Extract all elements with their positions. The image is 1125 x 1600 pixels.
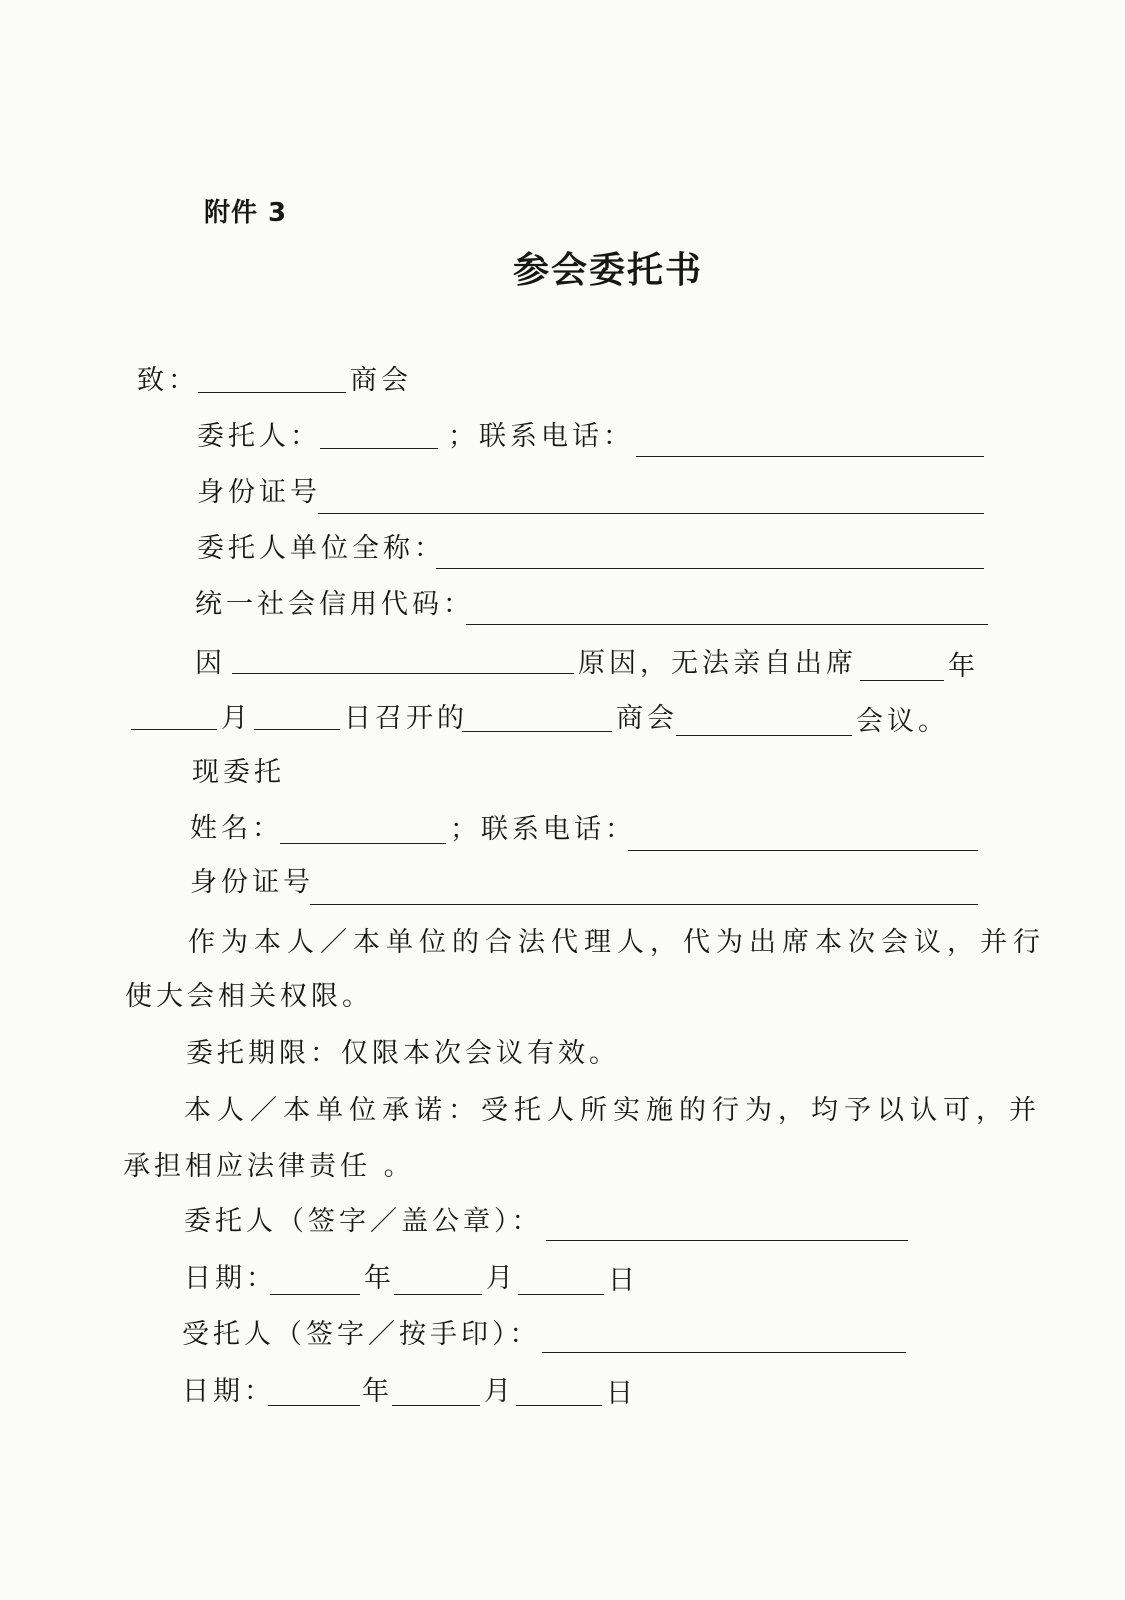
reason-suffix: 原因，无法亲自出席 bbox=[578, 648, 857, 679]
agent-phone-blank[interactable] bbox=[628, 850, 978, 851]
principal-sign-blank[interactable] bbox=[546, 1240, 908, 1241]
attachment-label: 附件 3 bbox=[204, 198, 288, 228]
agent-date-year-blank[interactable] bbox=[268, 1405, 360, 1406]
principal-date-label: 日期： bbox=[184, 1263, 277, 1294]
reason-prefix: 因 bbox=[195, 648, 226, 679]
chamber-name-blank[interactable] bbox=[198, 392, 346, 393]
principal-label: 委托人： bbox=[197, 421, 321, 452]
meeting-chamber-blank[interactable] bbox=[462, 731, 612, 732]
year-char: 年 bbox=[948, 651, 979, 682]
agent-date-label: 日期： bbox=[182, 1376, 275, 1407]
to-prefix: 致： bbox=[137, 365, 199, 396]
principal-date-year-blank[interactable] bbox=[270, 1294, 360, 1295]
agent-phone-label: ；联系电话： bbox=[450, 814, 636, 845]
chamber-label: 商会 bbox=[616, 703, 678, 734]
principal-date-month-char: 月 bbox=[486, 1263, 517, 1294]
principal-org-blank[interactable] bbox=[436, 568, 984, 569]
principal-phone-blank[interactable] bbox=[636, 456, 984, 457]
reason-blank[interactable] bbox=[232, 673, 574, 674]
agent-date-month-char: 月 bbox=[484, 1376, 515, 1407]
principal-date-day-blank[interactable] bbox=[518, 1294, 604, 1295]
agent-sign-label: 受托人（签字／按手印）： bbox=[182, 1319, 541, 1350]
agent-name-label: 姓名： bbox=[190, 813, 283, 844]
day-convened: 日召开的 bbox=[344, 703, 468, 734]
document-title: 参会委托书 bbox=[513, 250, 704, 291]
meeting-name-blank[interactable] bbox=[676, 735, 852, 736]
meeting-day-blank[interactable] bbox=[254, 729, 340, 730]
meeting-year-blank[interactable] bbox=[860, 680, 944, 681]
principal-date-year-char: 年 bbox=[364, 1263, 395, 1294]
principal-id-label: 身份证号 bbox=[197, 477, 321, 508]
agent-date-month-blank[interactable] bbox=[392, 1405, 480, 1406]
principal-sign-label: 委托人（签字／盖公章）： bbox=[184, 1206, 543, 1237]
principal-date-month-blank[interactable] bbox=[394, 1294, 482, 1295]
authority-line-2: 使大会相关权限。 bbox=[125, 981, 373, 1012]
agent-name-blank[interactable] bbox=[280, 843, 446, 844]
credit-code-label: 统一社会信用代码： bbox=[195, 589, 474, 620]
commit-line-1: 本人／本单位承诺：受托人所实施的行为，均予以认可，并 bbox=[184, 1095, 1042, 1126]
principal-name-blank[interactable] bbox=[320, 448, 438, 449]
agent-date-year-char: 年 bbox=[362, 1376, 393, 1407]
agent-date-day-char: 日 bbox=[606, 1378, 637, 1409]
principal-phone-label: ；联系电话： bbox=[448, 421, 634, 452]
authority-line-1: 作为本人／本单位的合法代理人，代为出席本次会议，并行 bbox=[188, 927, 1046, 958]
principal-id-blank[interactable] bbox=[318, 513, 984, 514]
agent-date-day-blank[interactable] bbox=[516, 1405, 602, 1406]
commit-line-2: 承担相应法律责任 。 bbox=[123, 1151, 415, 1182]
month-char: 月 bbox=[221, 703, 252, 734]
principal-org-label: 委托人单位全称： bbox=[197, 533, 445, 564]
meeting-end: 会议。 bbox=[856, 706, 949, 737]
now-entrust: 现委托 bbox=[192, 757, 285, 788]
term-text: 委托期限：仅限本次会议有效。 bbox=[186, 1038, 620, 1069]
agent-sign-blank[interactable] bbox=[542, 1352, 906, 1353]
credit-code-blank[interactable] bbox=[466, 624, 988, 625]
principal-date-day-char: 日 bbox=[608, 1265, 639, 1296]
agent-id-label: 身份证号 bbox=[190, 867, 314, 898]
agent-id-blank[interactable] bbox=[310, 904, 978, 905]
to-suffix: 商会 bbox=[350, 365, 412, 396]
meeting-month-blank[interactable] bbox=[131, 729, 217, 730]
